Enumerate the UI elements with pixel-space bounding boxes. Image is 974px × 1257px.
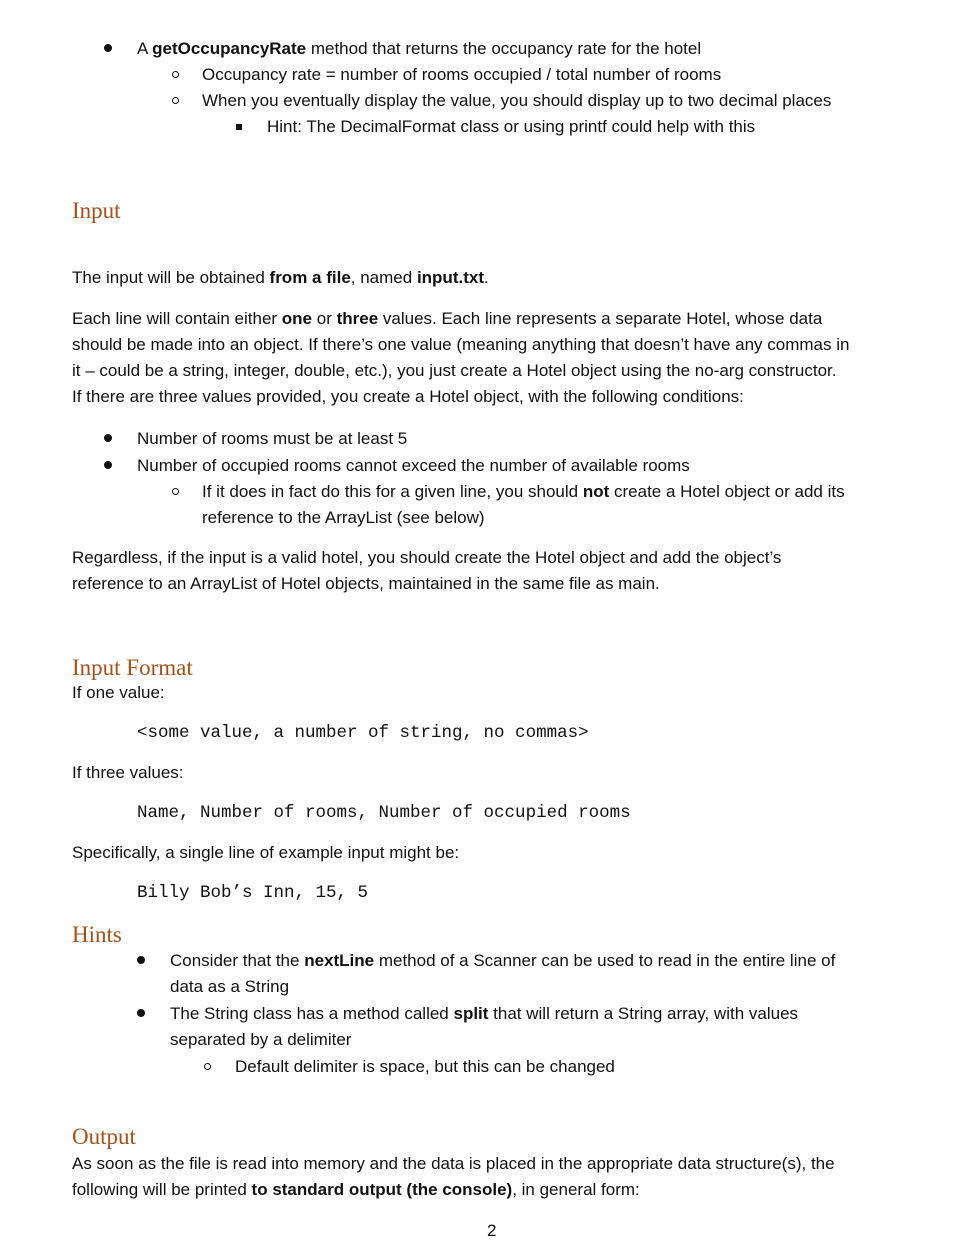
bullet-circle — [204, 1063, 211, 1070]
bullet-circle — [172, 71, 179, 78]
bullet-circle — [172, 97, 179, 104]
hint-split-1: The String class has a method called split that will return a String array, with values — [170, 1004, 799, 1023]
paragraph-input-file: The input will be obtained from a file, named input.txt. — [72, 268, 489, 287]
hint-nextline-1: Consider that the nextLine method of a Scanner can be used to read in the entire line of — [170, 951, 836, 970]
paragraph-output-1: As soon as the file is read into memory and the data is placed in the appropriate data structure(s), the — [72, 1154, 835, 1173]
hint-nextline-2: data as a String — [170, 977, 290, 996]
heading-input-format: Input Format — [72, 655, 193, 680]
hint-default-delimiter: Default delimiter is space, but this can be changed — [235, 1057, 615, 1076]
label-three-values: If three values: — [72, 763, 184, 782]
list-item-hint-decimalformat: Hint: The DecimalFormat class or using printf could help with this — [267, 117, 756, 136]
code-example-input: Billy Bob’s Inn, 15, 5 — [137, 883, 369, 903]
list-item-display-decimals: When you eventually display the value, you should display up to two decimal places — [202, 91, 832, 110]
list-item-min-rooms: Number of rooms must be at least 5 — [137, 429, 408, 448]
paragraph-output-2: following will be printed to standard output (the console), in general form: — [72, 1180, 640, 1199]
code-three-values: Name, Number of rooms, Number of occupied rooms — [137, 803, 631, 823]
list-item-occupied-limit: Number of occupied rooms cannot exceed the number of available rooms — [137, 456, 690, 475]
paragraph-valid-hotel-2: reference to an ArrayList of Hotel objects, maintained in the same file as main. — [72, 574, 660, 593]
paragraph-line-values-1: Each line will contain either one or three values. Each line represents a separate Hotel, whose data — [72, 309, 823, 328]
bullet-dot — [104, 461, 112, 469]
bullet-dot — [137, 956, 145, 964]
code-one-value: <some value, a number of string, no commas> — [137, 723, 589, 743]
list-item-get-occupancy-rate: A getOccupancyRate method that returns the occupancy rate for the hotel — [137, 39, 702, 58]
hint-split-2: separated by a delimiter — [170, 1030, 352, 1049]
paragraph-line-values-4: If there are three values provided, you create a Hotel object, with the following conditions: — [72, 387, 744, 406]
page-number: 2 — [487, 1221, 497, 1240]
list-item-do-not-create-cont: reference to the ArrayList (see below) — [202, 508, 485, 527]
label-example-input: Specifically, a single line of example input might be: — [72, 843, 460, 862]
paragraph-valid-hotel-1: Regardless, if the input is a valid hotel, you should create the Hotel object and add the object’s — [72, 548, 782, 567]
heading-hints: Hints — [72, 922, 122, 947]
heading-output: Output — [72, 1124, 136, 1149]
bullet-dot — [104, 434, 112, 442]
bullet-circle — [172, 488, 179, 495]
heading-input: Input — [72, 198, 121, 223]
label-one-value: If one value: — [72, 683, 165, 702]
list-item-occupancy-formula: Occupancy rate = number of rooms occupied / total number of rooms — [202, 65, 722, 84]
bullet-dot — [104, 44, 112, 52]
paragraph-line-values-2: should be made into an object. If there’s one value (meaning anything that doesn’t have any commas in — [72, 335, 850, 354]
bullet-dot — [137, 1009, 145, 1017]
bullet-square — [236, 124, 242, 130]
paragraph-line-values-3: it – could be a string, integer, double, etc.), you just create a Hotel object using the no-arg constructor. — [72, 361, 837, 380]
list-item-do-not-create: If it does in fact do this for a given line, you should not create a Hotel object or add its — [202, 482, 845, 501]
